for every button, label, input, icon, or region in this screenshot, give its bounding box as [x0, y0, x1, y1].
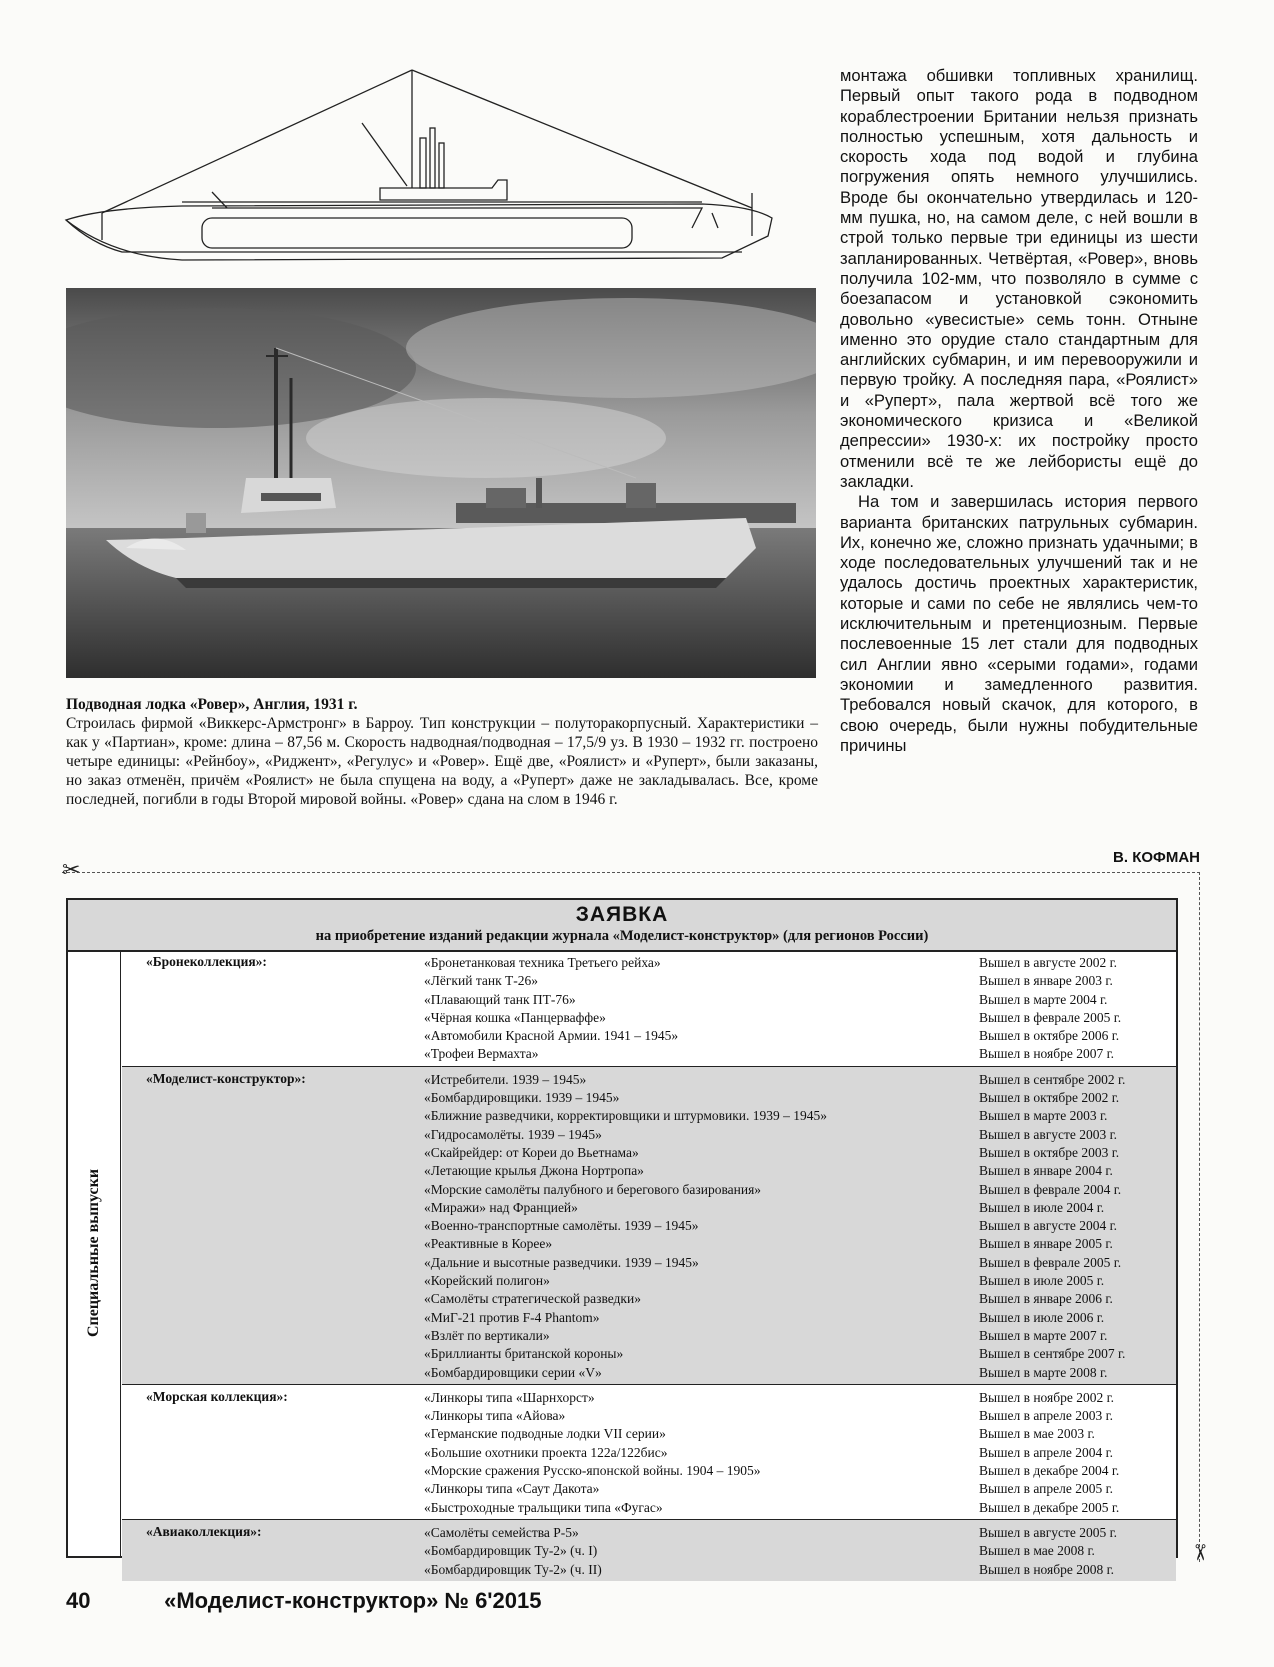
item-status: Вышел в августе 2003 г. — [979, 1126, 1117, 1142]
item-title: «Бомбардировщик Ту-2» (ч. I) — [424, 1543, 598, 1559]
item-status: Вышел в июле 2004 г. — [979, 1199, 1105, 1215]
order-item-row — [122, 1345, 1176, 1363]
item-title: «Бомбардировщики серии «V» — [424, 1364, 602, 1380]
magazine-issue: «Моделист-конструктор» № 6'2015 — [164, 1588, 542, 1613]
item-title: «Гидросамолёты. 1939 – 1945» — [424, 1126, 602, 1142]
item-status: Вышел в январе 2004 г. — [979, 1163, 1113, 1179]
item-title: «Миражи» над Францией» — [424, 1199, 578, 1215]
side-label-text: Специальные выпуски — [85, 1168, 102, 1338]
order-item-row — [122, 991, 1176, 1009]
order-item-row — [122, 1561, 1176, 1579]
item-title: «Взлёт по вертикали» — [424, 1327, 550, 1343]
item-status: Вышел в марте 2007 г. — [979, 1327, 1108, 1343]
order-item-row — [122, 1199, 1176, 1217]
order-subtitle: на приобретение изданий редакции журнала «Моделист-конструктор» (для регионов России) — [315, 928, 929, 944]
item-status: Вышел в ноябре 2007 г. — [979, 1046, 1114, 1062]
item-title: «Летающие крылья Джона Нортропа» — [424, 1163, 644, 1179]
item-title: «Самолёты семейства Р-5» — [424, 1524, 579, 1540]
order-item-row — [122, 1499, 1176, 1517]
item-status: Вышел в июле 2006 г. — [979, 1309, 1105, 1325]
item-title: «Бомбардировщики. 1939 – 1945» — [424, 1090, 620, 1106]
item-status: Вышел в марте 2003 г. — [979, 1108, 1108, 1124]
item-title: «Чёрная кошка «Панцерваффе» — [424, 1009, 606, 1025]
cut-line-right — [1199, 872, 1200, 1562]
item-status: Вышел в декабре 2005 г. — [979, 1499, 1120, 1515]
order-section — [122, 1067, 1176, 1385]
order-section — [122, 950, 1176, 1067]
item-status: Вышел в июле 2005 г. — [979, 1273, 1105, 1289]
photo-caption — [66, 695, 818, 809]
caption-text: Строилась фирмой «Виккерс-Армстронг» в Барроу. Тип конструкции – полуторакорпусный. Характеристики – как у «Партиан», кроме: длина – 87,56 м. Скорость надводная/подводная – 17,5/9 уз. В 1930 – 1932 гг. построено четыре единицы: «Рейнбоу», «Риджент», «Регулус» и «Ровер». Ещё две, «Роялист» и «Руперт», были заказаны, но заказ отменён, причём «Роялист» не была спущена на воду, а «Руперт» даже не закладывалась. Все, кроме последней, погибли в годы Второй мировой войны. «Ровер» сдана на слом в 1946 г. — [66, 715, 818, 808]
item-title: «Корейский полигон» — [424, 1273, 550, 1289]
section-name: «Моделист-конструктор»: — [146, 1070, 306, 1086]
item-status: Вышел в октябре 2003 г. — [979, 1144, 1120, 1160]
order-item-row — [122, 1162, 1176, 1180]
item-status: Вышел в январе 2006 г. — [979, 1291, 1113, 1307]
section-name: «Бронеколлекция»: — [146, 954, 267, 969]
item-title: «Большие охотники проекта 122а/122бис» — [424, 1444, 668, 1460]
order-form — [66, 898, 1178, 1577]
order-item-row — [122, 1462, 1176, 1480]
item-title: «Реактивные в Корее» — [424, 1236, 553, 1252]
item-status: Вышел в августе 2004 г. — [979, 1218, 1117, 1234]
article-paragraph-2: На том и завершилась история первого варианта британских патрульных субмарин. Их, конечно же, сложно признать удачными; в ходе последовательных улучшений так и не удалось достичь проектных характеристик, которые и сами по себе не являлись чем-то исключительным и претенциозным. Первые послевоенные 15 лет стали для подводных сил Англии явно «серыми годами», годами экономии и замедленного развития. Требовался новый скачок, для которого, в свою очередь, были нужны побудительные причины — [840, 492, 1198, 755]
order-item-row — [122, 1407, 1176, 1425]
order-item-row — [122, 1144, 1176, 1162]
order-item-row — [122, 1524, 1176, 1542]
item-title: «Линкоры типа «Шарнхорст» — [424, 1389, 595, 1405]
page-footer — [66, 1588, 541, 1614]
caption-title: Подводная лодка «Ровер», Англия, 1931 г. — [66, 696, 358, 713]
order-item-row — [122, 1089, 1176, 1107]
order-item-row — [122, 1181, 1176, 1199]
item-status: Вышел в марте 2008 г. — [979, 1364, 1108, 1380]
item-title: «Истребители. 1939 – 1945» — [424, 1071, 587, 1087]
item-title: «Ближние разведчики, корректировщики и штурмовики. 1939 – 1945» — [424, 1108, 827, 1124]
section-name: «Морская коллекция»: — [146, 1388, 288, 1404]
page-number: 40 — [66, 1588, 91, 1613]
item-title: «Германские подводные лодки VII серии» — [424, 1426, 666, 1442]
order-item-row — [122, 1309, 1176, 1327]
order-title: ЗАЯВКА — [575, 903, 669, 926]
scissors-icon: ✂ — [62, 858, 81, 883]
article-column — [840, 66, 1198, 756]
order-item-row — [122, 1444, 1176, 1462]
item-status: Вышел в ноябре 2008 г. — [979, 1561, 1114, 1577]
item-status: Вышел в августе 2005 г. — [979, 1524, 1117, 1540]
item-title: «Линкоры типа «Айова» — [424, 1408, 566, 1424]
order-item-row — [122, 1235, 1176, 1253]
item-title: «Автомобили Красной Армии. 1941 – 1945» — [424, 1028, 679, 1044]
item-status: Вышел в апреле 2003 г. — [979, 1408, 1113, 1424]
order-section — [122, 1385, 1176, 1520]
article-paragraph-1: монтажа обшивки топливных хранилищ. Первый опыт такого рода в подводном кораблестроении Британии нельзя признать полностью успешным, хотя дальность и скорость хода под водой и глубина погружения опять немного улучшились. Вроде бы окончательно утвердилась и 120-мм пушка, но, на самом деле, с ней вошли в строй только первые три единицы из шести запланированных. Четвёртая, «Ровер», вновь получила 102-мм, что позволяло в сумме с боезапасом и установкой сэкономить довольно «увесистые» семь тонн. Отныне именно это орудие стало стандартным для английских субмарин, и им перевооружили и первую тройку. А последняя пара, «Роялист» и «Руперт», пала жертвой всё того же экономического кризиса и «Великой депрессии» 1930-х: их постройку просто отменили всё те же лейбористы ещё до закладки. — [840, 66, 1198, 491]
order-item-row — [122, 1217, 1176, 1235]
item-title: «Самолёты стратегической разведки» — [424, 1291, 641, 1307]
order-item-row — [122, 1425, 1176, 1443]
item-status: Вышел в феврале 2005 г. — [979, 1254, 1122, 1270]
item-title: «Морские сражения Русско-японской войны. 1904 – 1905» — [424, 1463, 761, 1479]
item-status: Вышел в феврале 2004 г. — [979, 1181, 1122, 1197]
item-title: «Бронетанковая техника Третьего рейха» — [424, 955, 661, 970]
item-title: «Бомбардировщик Ту-2» (ч. II) — [424, 1561, 602, 1577]
order-item-row — [122, 1009, 1176, 1027]
order-body — [68, 950, 1176, 1577]
section-name: «Авиаколлекция»: — [146, 1523, 262, 1539]
order-item-row — [122, 1126, 1176, 1144]
order-header — [68, 900, 1176, 952]
side-label — [68, 950, 121, 1556]
order-item-row — [122, 1045, 1176, 1063]
item-status: Вышел в мае 2003 г. — [979, 1426, 1095, 1442]
order-item-row — [122, 1327, 1176, 1345]
item-status: Вышел в октябре 2002 г. — [979, 1090, 1120, 1106]
item-status: Вышел в сентябре 2007 г. — [979, 1346, 1126, 1362]
item-title: «Бриллианты британской короны» — [424, 1346, 624, 1362]
item-title: «Морские самолёты палубного и берегового базирования» — [424, 1181, 762, 1197]
item-status: Вышел в феврале 2005 г. — [979, 1009, 1122, 1025]
article-author: В. КОФМАН — [1113, 849, 1200, 866]
item-title: «МиГ-21 против F-4 Phantom» — [424, 1309, 600, 1325]
item-status: Вышел в январе 2003 г. — [979, 973, 1113, 989]
order-item-row — [122, 1254, 1176, 1272]
cut-line-top — [62, 872, 1200, 873]
item-status: Вышел в августе 2002 г. — [979, 955, 1117, 970]
order-item-row — [122, 1364, 1176, 1382]
order-item-row — [122, 1480, 1176, 1498]
submarine-profile-drawing — [62, 68, 802, 290]
item-title: «Военно-транспортные самолёты. 1939 – 1945» — [424, 1218, 699, 1234]
item-title: «Быстроходные тральщики типа «Фугас» — [424, 1499, 663, 1515]
order-item-row — [122, 1542, 1176, 1560]
item-title: «Плавающий танк ПТ-76» — [424, 991, 576, 1007]
item-title: «Трофеи Вермахта» — [424, 1046, 539, 1062]
order-item-row — [122, 972, 1176, 990]
item-status: Вышел в мае 2008 г. — [979, 1543, 1095, 1559]
item-title: «Лёгкий танк Т-26» — [424, 973, 539, 989]
order-item-row — [122, 954, 1176, 972]
order-item-row — [122, 1290, 1176, 1308]
item-status: Вышел в сентябре 2002 г. — [979, 1071, 1126, 1087]
submarine-photo — [66, 288, 816, 678]
item-status: Вышел в декабре 2004 г. — [979, 1463, 1120, 1479]
item-status: Вышел в апреле 2004 г. — [979, 1444, 1113, 1460]
order-section — [122, 1520, 1176, 1581]
item-status: Вышел в апреле 2005 г. — [979, 1481, 1113, 1497]
order-item-row — [122, 1272, 1176, 1290]
item-title: «Дальние и высотные разведчики. 1939 – 1945» — [424, 1254, 699, 1270]
item-title: «Линкоры типа «Саут Дакота» — [424, 1481, 600, 1497]
item-status: Вышел в октябре 2006 г. — [979, 1028, 1120, 1044]
item-title: «Скайрейдер: от Кореи до Вьетнама» — [424, 1144, 639, 1160]
order-item-row — [122, 1027, 1176, 1045]
item-status: Вышел в марте 2004 г. — [979, 991, 1108, 1007]
item-status: Вышел в ноябре 2002 г. — [979, 1389, 1114, 1405]
order-sections — [122, 950, 1176, 1577]
order-item-row — [122, 1107, 1176, 1125]
scissors-icon: ✂ — [1186, 1543, 1212, 1562]
item-status: Вышел в январе 2005 г. — [979, 1236, 1113, 1252]
